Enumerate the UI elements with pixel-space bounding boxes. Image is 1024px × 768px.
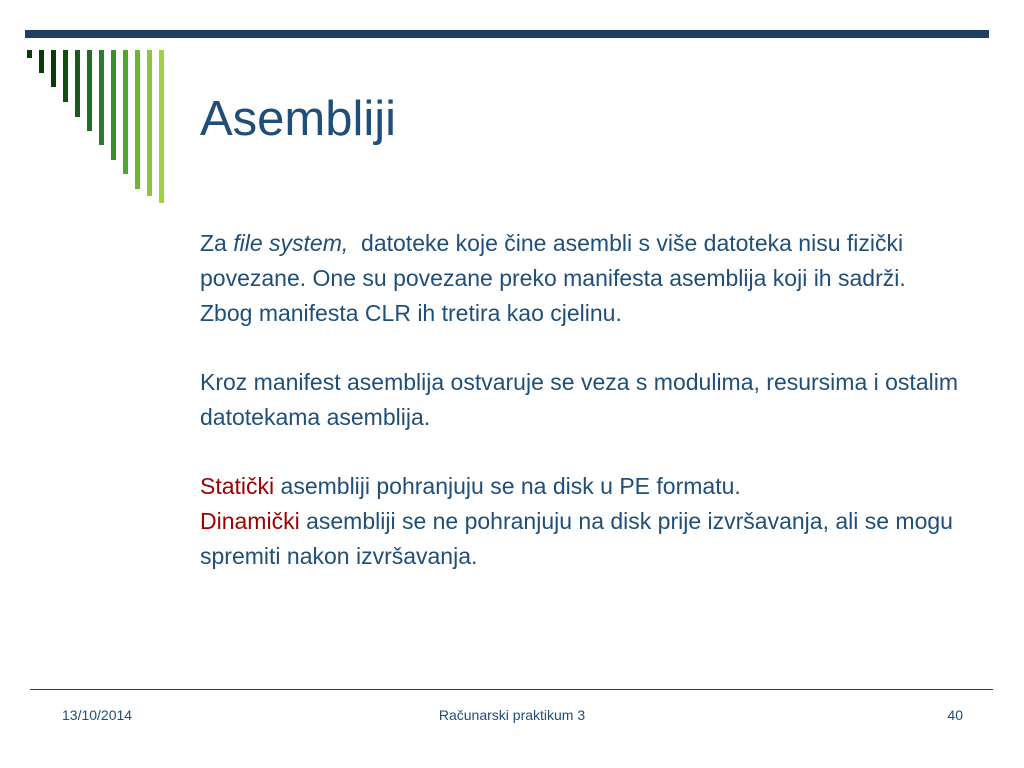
stripe: [123, 50, 128, 174]
paragraph-static-dynamic: [200, 469, 960, 574]
footer-course: Računarski praktikum 3: [438, 707, 586, 723]
footer-page-number: 40: [947, 707, 963, 723]
highlight-term-static: Statički: [200, 473, 275, 499]
stripe: [75, 50, 80, 117]
text-span: Za: [200, 230, 234, 256]
footer-divider: [30, 689, 993, 690]
stripe: [111, 50, 116, 160]
paragraph-file-system: [200, 226, 960, 331]
highlight-term-dynamic: Dinamički: [200, 508, 300, 534]
stripe: [159, 50, 164, 203]
text-span: asembliji se ne pohranjuju na disk prije izvršavanja, ali se mogu spremiti nakon izvršavanja.: [200, 508, 953, 569]
stripe: [87, 50, 92, 131]
text-span: asembliji pohranjuju se na disk u PE formatu.: [274, 473, 741, 499]
stripe: [135, 50, 140, 189]
paragraph-manifest: Kroz manifest asemblija ostvaruje se veza s modulima, resursima i ostalim datotekama asemblija.: [200, 369, 958, 430]
stripe: [27, 50, 32, 58]
stripe: [99, 50, 104, 145]
text-span: datoteke koje čine asembli s više datoteka nisu fizički povezane. One su povezane preko manifesta asemblija koji ih sadrži. Zbog manifesta CLR ih tretira kao cjelinu.: [200, 230, 913, 326]
stripe: [147, 50, 152, 196]
stripe: [63, 50, 68, 102]
slide-body: [200, 226, 960, 608]
slide-title: Asembliji: [200, 92, 397, 146]
green-stripes-decoration: [0, 0, 200, 220]
footer-date: 13/10/2014: [62, 707, 133, 723]
stripe: [39, 50, 44, 73]
stripe: [51, 50, 56, 87]
italic-term: file system,: [233, 230, 349, 256]
